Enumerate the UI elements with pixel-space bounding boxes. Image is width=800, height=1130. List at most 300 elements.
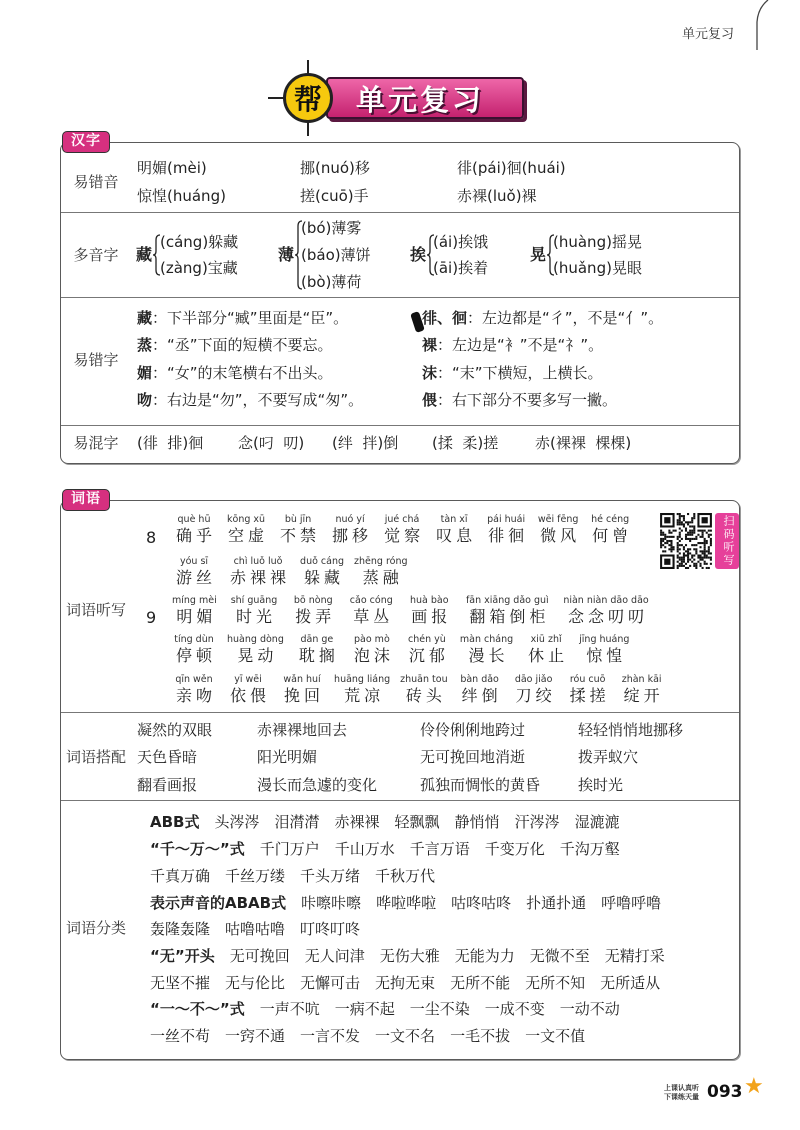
qr-module [706, 567, 708, 569]
dictation-word [458, 674, 502, 706]
qr-module [679, 557, 681, 559]
qr-module [691, 544, 693, 546]
classification-word: 无人问津 [304, 947, 365, 965]
word: 亲吻 [176, 686, 217, 705]
collocation-item: 凝然的双眼 [137, 721, 213, 739]
classification-word: 无伤大雅 [379, 947, 440, 965]
qr-module [695, 536, 697, 538]
pinyin: yóu sī [179, 556, 209, 567]
qr-module [691, 532, 693, 534]
qr-module [693, 563, 695, 565]
classification-word: 千沟万壑 [559, 840, 620, 858]
qr-module [695, 550, 697, 552]
pinyin: dān ge [300, 634, 334, 645]
classification-word: 头涔涔 [214, 813, 260, 831]
qr-module [697, 557, 699, 559]
word: 停顿 [176, 646, 217, 665]
pronunciation-item: 明媚(mèi) [137, 159, 207, 177]
qr-module [699, 559, 701, 561]
qr-module [689, 552, 691, 554]
qr-module [662, 534, 664, 536]
qr-module [685, 521, 687, 523]
classification-word: 无所适从 [600, 974, 661, 992]
qr-module [704, 542, 706, 544]
qr-module [664, 534, 666, 536]
qr-module [662, 540, 664, 542]
pinyin: dāo jiǎo [514, 674, 553, 685]
error-char: 藏 [137, 309, 153, 327]
qr-module [662, 550, 664, 552]
qr-module [660, 538, 662, 540]
dictation-word [465, 595, 549, 627]
pinyin: jué chá [384, 514, 420, 525]
qr-module [695, 548, 697, 550]
classification-word: 无微不至 [529, 947, 590, 965]
qr-module [691, 521, 693, 523]
qr-module [702, 534, 704, 536]
qr-module [706, 550, 708, 552]
classification-line [150, 812, 620, 832]
qr-module [708, 534, 710, 536]
qr-module [708, 557, 710, 559]
qr-module [673, 530, 675, 532]
classification-word: 千门万户 [259, 840, 320, 858]
confusable-item: (绊 拌)倒 [332, 434, 399, 452]
pronunciation-item: 惊惶(huáng) [137, 187, 226, 205]
qr-module [702, 552, 704, 554]
classification-word: 无所不知 [525, 974, 586, 992]
classification-word: 无精打采 [604, 947, 665, 965]
qr-module [681, 561, 683, 563]
classification-word: 千变万化 [484, 840, 545, 858]
qr-module [683, 565, 685, 567]
dictation-word [291, 595, 335, 627]
classification-word: 扑通扑通 [526, 894, 587, 912]
qr-module [689, 548, 691, 550]
error-char: 徘、徊 [422, 309, 468, 327]
qr-module [666, 540, 668, 542]
qr-module [664, 517, 670, 523]
word: 游丝 [176, 568, 217, 587]
qr-module [677, 519, 679, 521]
collocation-item: 天色昏暗 [137, 748, 198, 766]
dictation-word [334, 674, 390, 706]
word: 明媚 [176, 607, 217, 626]
dictation-word [172, 595, 217, 627]
qr-module [666, 542, 668, 544]
row-label-error-char: 易错字 [73, 351, 119, 369]
pinyin: zhēng róng [354, 556, 408, 567]
dictation-word [172, 674, 216, 706]
qr-module [681, 521, 683, 523]
qr-module [710, 540, 712, 542]
error-char-note [422, 308, 663, 328]
qr-module [687, 523, 689, 525]
qr-module [677, 567, 679, 569]
classification-word: 叮咚叮咚 [300, 920, 361, 938]
qr-module [685, 544, 687, 546]
qr-module [681, 563, 683, 565]
qr-module [704, 563, 706, 565]
qr-module [679, 534, 681, 536]
qr-module [679, 532, 681, 534]
word: 蒸融 [362, 568, 403, 587]
qr-module [704, 548, 706, 550]
dictation-word [460, 634, 513, 666]
classification-word: 呼噜呼噜 [601, 894, 662, 912]
pinyin: pào mò [354, 634, 390, 645]
classification-word: 千山万水 [334, 840, 395, 858]
dictation-word [579, 634, 629, 666]
qr-module [673, 548, 675, 550]
dictation-line [172, 556, 408, 588]
qr-module [691, 534, 693, 536]
qr-module [679, 548, 681, 550]
qr-module [683, 554, 685, 556]
polyphonic-char: 薄 [278, 245, 295, 264]
qr-module [708, 530, 710, 532]
qr-module [681, 538, 683, 540]
qr-module [681, 530, 683, 532]
qr-module [708, 548, 710, 550]
pinyin: qīn wěn [175, 674, 213, 685]
pronunciation-item: 徘(pái)徊(huái) [457, 159, 566, 177]
word: 泡沫 [353, 646, 394, 665]
dictation-word [484, 514, 528, 546]
dictation-word [172, 634, 216, 666]
dictation-word [588, 514, 632, 546]
qr-module [691, 530, 693, 532]
qr-module [683, 517, 685, 519]
qr-module [693, 554, 695, 556]
pinyin: zhàn kāi [621, 674, 662, 685]
qr-module [693, 559, 695, 561]
error-char-tip: ：“女”的末笔横右不出头。 [152, 364, 333, 382]
pinyin: yī wēi [234, 674, 262, 685]
row-divider [61, 297, 739, 298]
word: 绊倒 [461, 686, 502, 705]
pinyin: duǒ cáng [300, 556, 345, 567]
qr-module [702, 536, 704, 538]
qr-module [708, 536, 710, 538]
page-corner-line [748, 0, 772, 52]
qr-module [685, 528, 687, 530]
qr-module [702, 532, 704, 534]
qr-module [673, 536, 675, 538]
qr-code [660, 513, 712, 569]
error-char-tip: ：“丞”下面的短横不要忘。 [152, 336, 333, 354]
qr-module [699, 550, 701, 552]
dictation-word [226, 674, 270, 706]
qr-module [706, 554, 708, 556]
qr-module [666, 536, 668, 538]
qr-module [693, 548, 695, 550]
classification-word: 千头万绪 [300, 867, 361, 885]
qr-module [679, 515, 681, 517]
dictation-word [276, 514, 320, 546]
qr-module [687, 559, 689, 561]
qr-module [710, 542, 712, 544]
error-char-note [137, 308, 348, 328]
qr-module [710, 559, 712, 561]
pronunciation-item: 赤裸(luǒ)裸 [457, 187, 537, 205]
star-icon: ★ [744, 1074, 764, 1099]
polyphonic-reading: (bò)薄荷 [301, 273, 362, 291]
qr-module [683, 515, 685, 517]
qr-module [687, 534, 689, 536]
qr-module [699, 554, 701, 556]
pinyin: pái huái [487, 514, 526, 525]
classification-word: 一病不起 [334, 1000, 395, 1018]
dictation-word [295, 634, 339, 666]
qr-module [699, 536, 701, 538]
error-char-tip: ：右下部分不要多写一撇。 [437, 391, 618, 409]
classification-word: 无与伦比 [225, 974, 286, 992]
word: 挪移 [332, 526, 373, 545]
qr-module [662, 532, 664, 534]
qr-module [683, 561, 685, 563]
dictation-word [432, 514, 476, 546]
qr-module [677, 523, 679, 525]
corner-title: 单元复习 [682, 27, 735, 42]
error-char-note [422, 335, 603, 355]
word: 画报 [411, 607, 452, 626]
word: 依偎 [230, 686, 271, 705]
qr-module [679, 552, 681, 554]
qr-module [691, 538, 693, 540]
dictation-word [563, 595, 648, 627]
qr-module [693, 513, 695, 515]
qr-module [706, 540, 708, 542]
qr-module [687, 567, 689, 569]
qr-module [687, 554, 689, 556]
qr-module [687, 557, 689, 559]
qr-module [685, 534, 687, 536]
qr-module [689, 532, 691, 534]
dictation-word [350, 634, 394, 666]
qr-module [683, 523, 685, 525]
qr-module [677, 536, 679, 538]
qr-module [664, 542, 666, 544]
classification-word: 静悄悄 [454, 813, 500, 831]
lesson-number: 8 [146, 528, 157, 547]
classification-line [150, 893, 661, 913]
error-char-note [422, 363, 603, 383]
qr-module [708, 546, 710, 548]
qr-module [708, 552, 710, 554]
dictation-word [400, 674, 447, 706]
row-divider [61, 800, 739, 801]
qr-module [685, 567, 687, 569]
dictation-word [300, 556, 344, 588]
dictation-word [536, 514, 580, 546]
qr-module [702, 557, 704, 559]
row-label-polyphonic: 多音字 [73, 246, 119, 264]
qr-module [677, 538, 679, 540]
dictation-word [172, 556, 216, 588]
word: 休止 [528, 646, 569, 665]
lesson-number: 9 [146, 608, 157, 627]
word: 赤裸裸 [230, 568, 291, 587]
qr-module [704, 561, 706, 563]
polyphonic-reading: (zàng)宝藏 [160, 259, 238, 277]
qr-module [677, 554, 679, 556]
classification-line [150, 973, 660, 993]
classification-word: 无懈可击 [300, 974, 361, 992]
qr-module [695, 544, 697, 546]
pinyin: bàn dǎo [460, 674, 499, 685]
qr-module [710, 552, 712, 554]
classification-word: 轻飘飘 [394, 813, 440, 831]
qr-module [660, 540, 662, 542]
word: 叹息 [436, 526, 477, 545]
word: 翻箱倒柜 [469, 607, 550, 626]
polyphonic-char: 挨 [410, 245, 427, 264]
row-label-dictation: 词语听写 [65, 601, 126, 619]
polyphonic-reading: (huàng)摇晃 [553, 233, 642, 251]
qr-module [693, 538, 695, 540]
error-char-tip: ：下半部分“臧”里面是“臣”。 [152, 309, 349, 327]
banner-title [326, 77, 524, 119]
qr-module [699, 563, 701, 565]
qr-module [710, 534, 712, 536]
pinyin: fān xiāng dǎo guì [465, 595, 549, 606]
classification-head: ABB式 [150, 813, 200, 831]
qr-module [679, 565, 681, 567]
qr-module [683, 519, 685, 521]
classification-head: “无”开头 [150, 947, 215, 965]
confusable-item: 念(叼 叨) [238, 434, 305, 452]
word: 不禁 [280, 526, 321, 545]
qr-module [683, 548, 685, 550]
pinyin: cǎo cóng [349, 595, 393, 606]
pinyin: zhuān tou [400, 674, 448, 685]
qr-module [685, 563, 687, 565]
qr-module [677, 561, 679, 563]
qr-module [668, 544, 670, 546]
word: 空虚 [228, 526, 269, 545]
polyphonic-reading: (āi)挨着 [433, 259, 489, 277]
classification-word: 一丝不苟 [150, 1027, 211, 1045]
dictation-word [349, 595, 393, 627]
qr-module [668, 540, 670, 542]
qr-module [702, 550, 704, 552]
page-number: 093 [707, 1082, 743, 1102]
polyphonic-reading: (cáng)躲藏 [160, 233, 239, 251]
qr-module [706, 563, 708, 565]
pinyin: nuó yí [335, 514, 365, 525]
classification-word: 无所不能 [450, 974, 511, 992]
classification-word: 千秋万代 [375, 867, 436, 885]
qr-module [679, 519, 681, 521]
qr-module [677, 548, 679, 550]
pinyin: míng mèi [172, 595, 217, 606]
word: 念念叨叨 [568, 607, 649, 626]
dictation-word [328, 514, 372, 546]
qr-label: 扫码听写 [715, 513, 739, 569]
banner-badge: 帮 [283, 73, 333, 123]
qr-module [668, 536, 670, 538]
qr-module [679, 536, 681, 538]
classification-word: 一毛不拔 [450, 1027, 511, 1045]
error-char: 媚 [137, 364, 153, 382]
qr-module [670, 542, 672, 544]
row-label-collocation: 词语搭配 [65, 748, 126, 766]
qr-module [699, 546, 701, 548]
pronunciation-item: 挪(nuó)移 [300, 159, 370, 177]
pinyin: wǎn huí [283, 674, 321, 685]
qr-module [687, 521, 689, 523]
pinyin: màn cháng [459, 634, 514, 645]
polyphonic-char: 晃 [530, 245, 547, 264]
classification-word: 一窍不通 [225, 1027, 286, 1045]
classification-word: 千言万语 [409, 840, 470, 858]
qr-module [695, 552, 697, 554]
qr-module [675, 530, 677, 532]
qr-module [670, 548, 672, 550]
pinyin: chì luǒ luǒ [233, 556, 283, 567]
classification-word: 一文不名 [375, 1027, 436, 1045]
classification-word: 咔嚓咔嚓 [301, 894, 362, 912]
confusable-item: (揉 柔)搓 [432, 434, 499, 452]
dictation-line [172, 634, 629, 666]
qr-module [689, 525, 691, 527]
qr-module [708, 550, 710, 552]
row-label-error-pronunciation: 易错音 [73, 173, 119, 191]
qr-module [681, 523, 683, 525]
dictation-word [231, 595, 278, 627]
qr-module [689, 530, 691, 532]
row-divider [61, 712, 739, 713]
qr-module [695, 563, 697, 565]
classification-line [150, 839, 620, 859]
row-divider [61, 212, 739, 213]
qr-module [693, 530, 695, 532]
word: 挽回 [284, 686, 325, 705]
qr-module [704, 540, 706, 542]
qr-module [677, 521, 679, 523]
classification-line [150, 999, 620, 1019]
qr-module [699, 530, 701, 532]
qr-module [664, 538, 666, 540]
qr-module [687, 538, 689, 540]
qr-module [679, 517, 681, 519]
qr-module [702, 530, 704, 532]
qr-module [681, 565, 683, 567]
qr-module [662, 544, 664, 546]
word: 时光 [235, 607, 276, 626]
word: 晃动 [237, 646, 278, 665]
qr-module [687, 550, 689, 552]
pinyin: bō nòng [293, 595, 333, 606]
qr-module [679, 544, 681, 546]
pinyin: chén yù [408, 634, 446, 645]
dictation-word [354, 556, 407, 588]
qr-module [706, 542, 708, 544]
dictation-word [380, 514, 424, 546]
qr-module [685, 536, 687, 538]
classification-word: 无可挽回 [229, 947, 290, 965]
qr-module [683, 557, 685, 559]
error-char-tip: ：“末”下横短，上横长。 [437, 364, 603, 382]
classification-line [150, 1026, 585, 1046]
qr-module [687, 552, 689, 554]
qr-module [695, 565, 697, 567]
banner-title-text: 单元复习 [356, 82, 485, 117]
qr-module [710, 544, 712, 546]
polyphonic-char: 藏 [136, 245, 153, 264]
classification-word: 千丝万缕 [225, 867, 286, 885]
